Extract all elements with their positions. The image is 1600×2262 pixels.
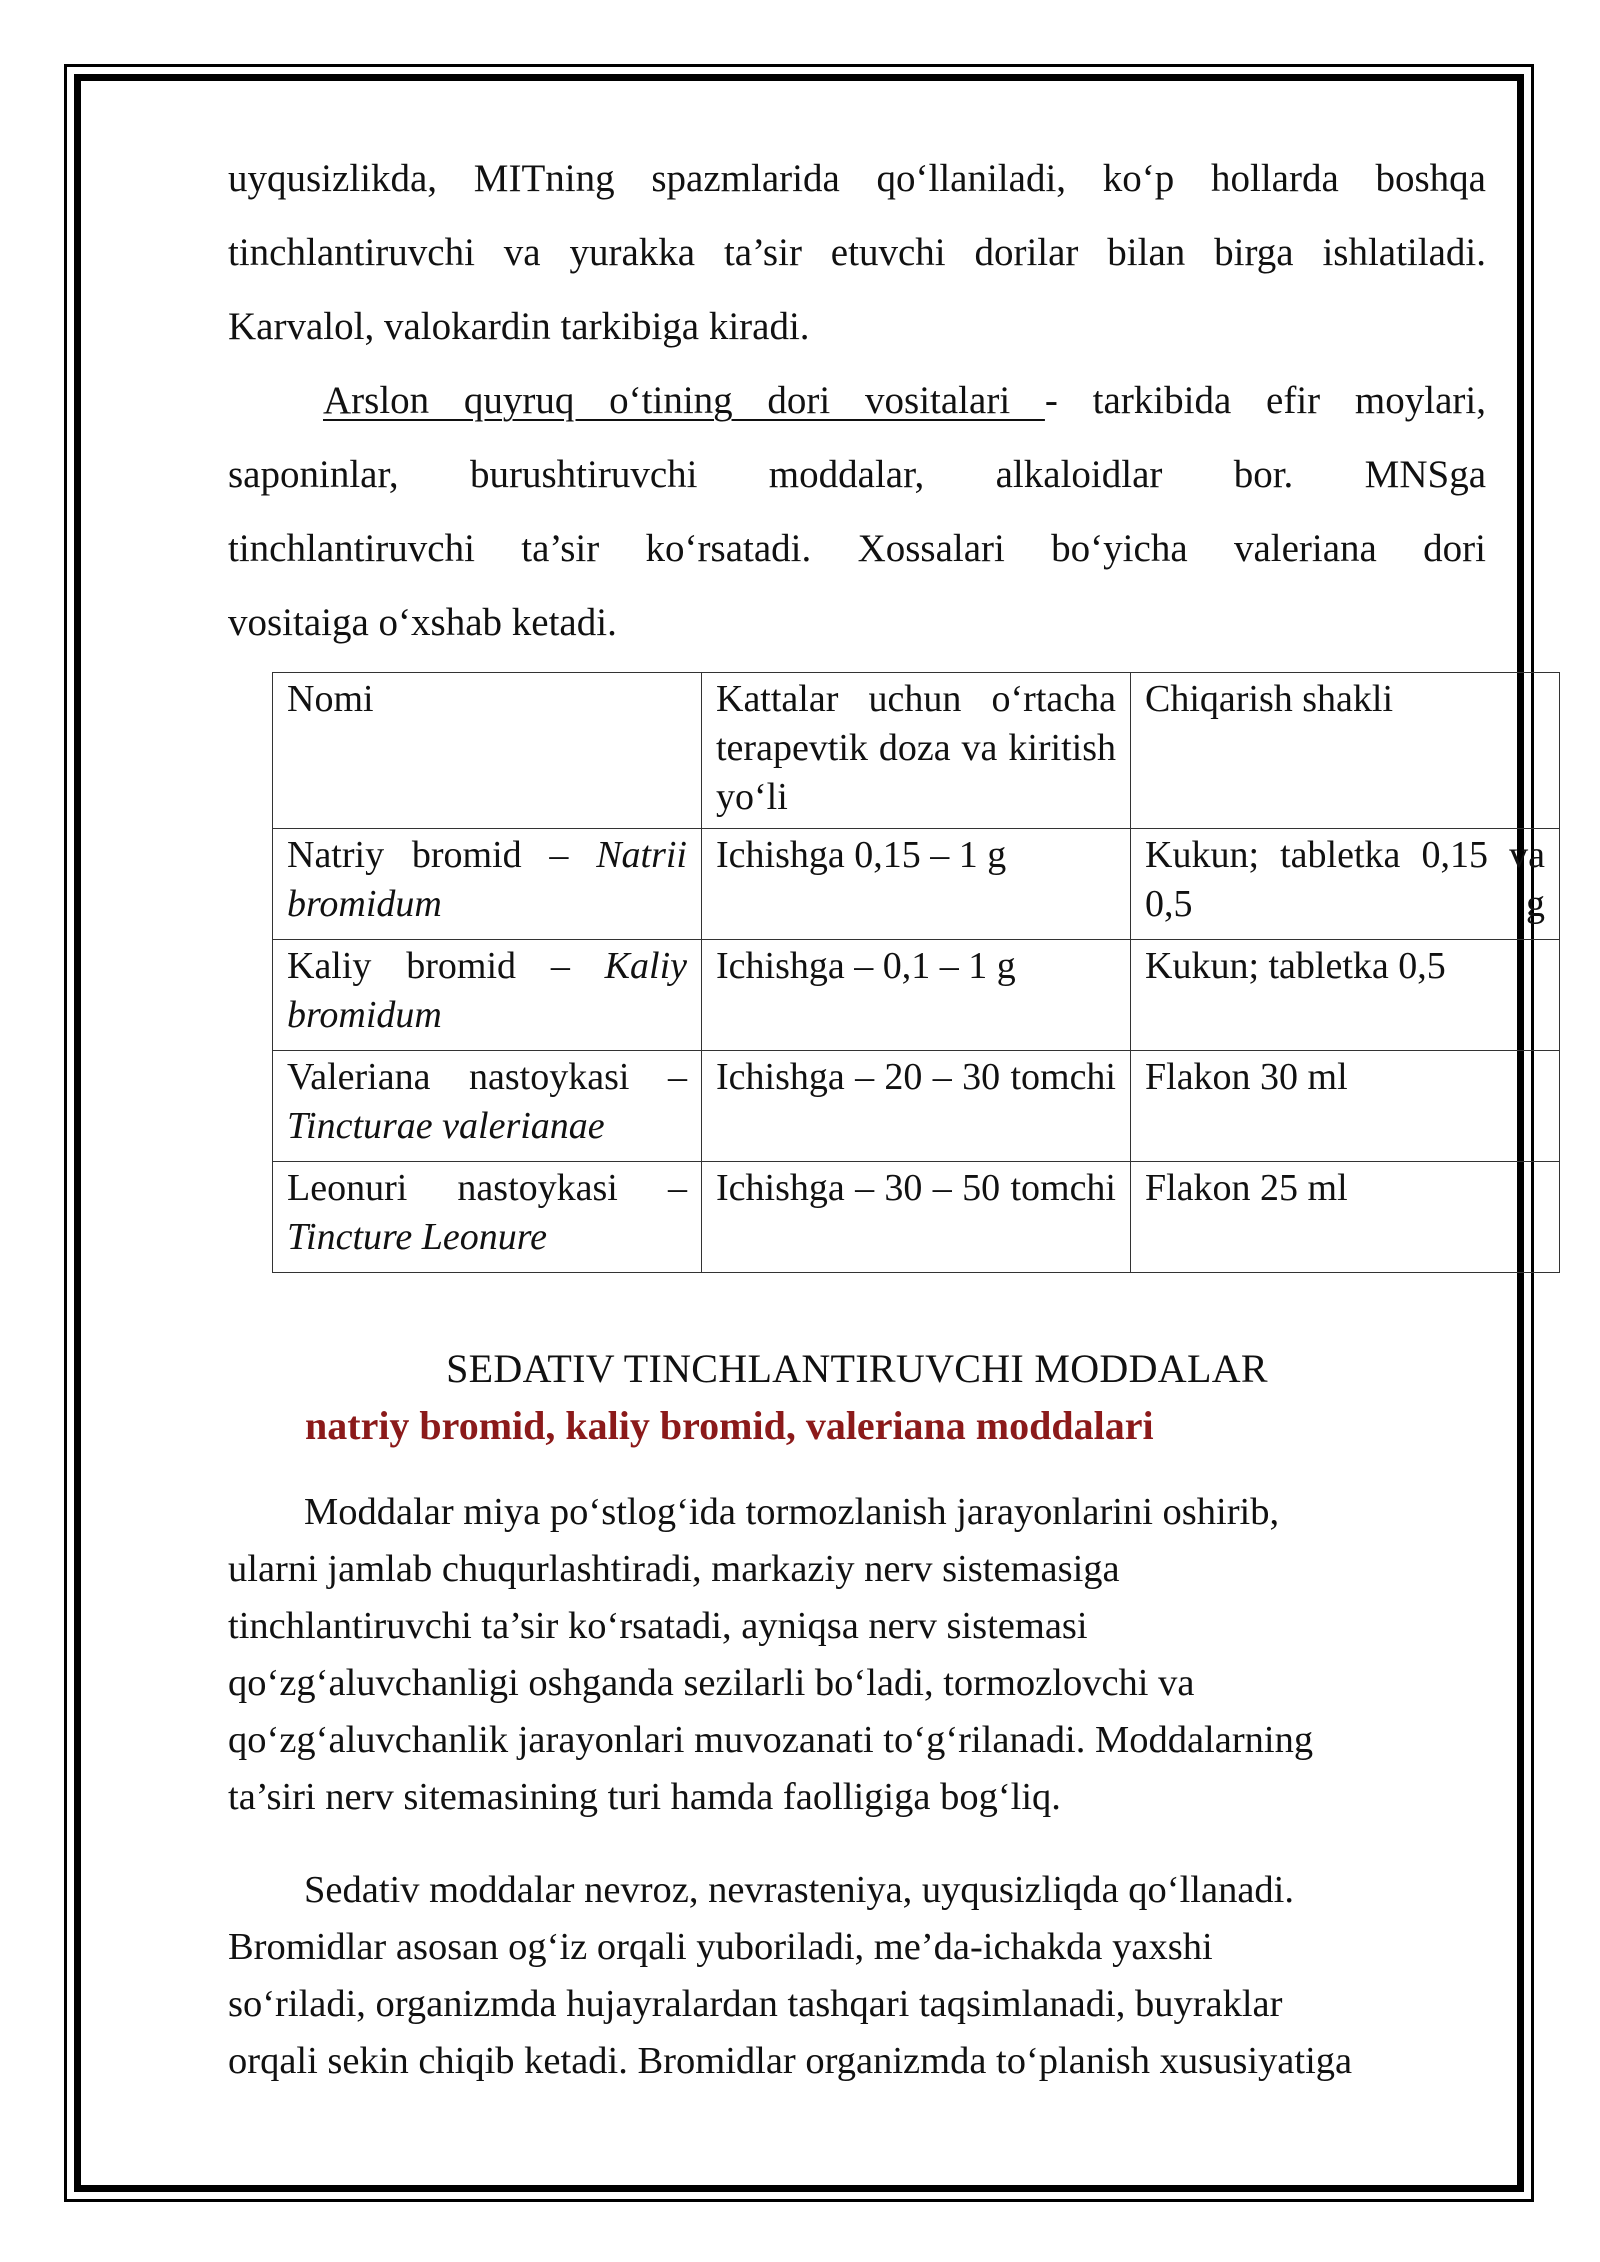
arslon-line-3: tinchlantiruvchi ta’sir ko‘rsatadi. Xossalari bo‘yicha valeriana dori (228, 527, 1486, 570)
arslon-title: Arslon quyruq o‘tining dori vositalari (323, 379, 1045, 422)
row-name: Kaliy bromid – Kaliy bromidum (273, 940, 702, 1051)
para1-line: Moddalar miya po‘stlog‘ida tormozlanish jarayonlarini oshirib, (304, 1491, 1280, 1533)
paragraph-2 (228, 1862, 1528, 2090)
para1-line: qo‘zg‘aluvchanligi oshganda sezilarli bo‘ladi, tormozlovchi va (228, 1662, 1195, 1704)
arslon-line-1 (323, 378, 1486, 424)
arslon-line-4: vositaiga o‘xshab ketadi. (228, 601, 617, 644)
header-form: Chiqarish shakli (1131, 673, 1560, 829)
paragraph-1 (228, 1484, 1528, 1826)
table-row (273, 1051, 1560, 1162)
row-name: Valeriana nastoykasi – Tincturae valerianae (273, 1051, 702, 1162)
para2-line: so‘riladi, organizmda hujayralardan tashqari taqsimlanadi, buyraklar (228, 1983, 1283, 2025)
table-row (273, 940, 1560, 1051)
para1-line: ularni jamlab chuqurlashtiradi, markaziy nerv sistemasiga (228, 1548, 1120, 1590)
row-form: Kukun; tabletka 0,15 va 0,5 g (1131, 829, 1560, 940)
table-row (273, 829, 1560, 940)
table-row (273, 1162, 1560, 1273)
para1-line: qo‘zg‘aluvchanlik jarayonlari muvozanati to‘g‘rilanadi. Moddalarning (228, 1719, 1314, 1761)
intro-line-1: uyqusizlikda, MITning spazmlarida qo‘llaniladi, ko‘p hollarda boshqa (228, 157, 1486, 200)
para2-line: Bromidlar asosan og‘iz orqali yuboriladi, me’da-ichakda yaxshi (228, 1926, 1213, 1968)
para1-line: ta’siri nerv sitemasining turi hamda faolligiga bog‘liq. (228, 1776, 1061, 1818)
arslon-line-1-rest: - tarkibida efir moylari, (1044, 379, 1486, 422)
row-dose: Ichishga 0,15 – 1 g (702, 829, 1131, 940)
intro-line-3: Karvalol, valokardin tarkibiga kiradi. (228, 305, 810, 348)
header-dose: Kattalar uchun o‘rtacha terapevtik doza va kiritish yo‘li (702, 673, 1131, 829)
header-name: Nomi (273, 673, 702, 829)
para1-line: tinchlantiruvchi ta’sir ko‘rsatadi, ayniqsa nerv sistemasi (228, 1605, 1088, 1647)
row-form: Flakon 30 ml (1131, 1051, 1560, 1162)
para2-line: orqali sekin chiqib ketadi. Bromidlar organizmda to‘planish xususiyatiga (228, 2040, 1353, 2082)
row-dose: Ichishga – 0,1 – 1 g (702, 940, 1131, 1051)
row-form: Flakon 25 ml (1131, 1162, 1560, 1273)
arslon-line-2: saponinlar, burushtiruvchi moddalar, alkaloidlar bor. MNSga (228, 453, 1486, 496)
row-name: Leonuri nastoykasi – Tincture Leonure (273, 1162, 702, 1273)
para2-line: Sedativ moddalar nevroz, nevrasteniya, uyqusizliqda qo‘llanadi. (304, 1869, 1295, 1911)
row-form: Kukun; tabletka 0,5 (1131, 940, 1560, 1051)
table-header-row (273, 673, 1560, 829)
dosage-table (272, 672, 1560, 1273)
section-subheading: natriy bromid, kaliy bromid, valeriana moddalari (305, 1403, 1154, 1448)
row-name: Natriy bromid – Natrii bromidum (273, 829, 702, 940)
intro-line-2: tinchlantiruvchi va yurakka ta’sir etuvchi dorilar bilan birga ishlatiladi. (228, 231, 1486, 274)
row-dose: Ichishga – 20 – 30 tomchi (702, 1051, 1131, 1162)
row-dose: Ichishga – 30 – 50 tomchi (702, 1162, 1131, 1273)
section-heading: SEDATIV TINCHLANTIRUVCHI MODDALAR (446, 1346, 1268, 1391)
